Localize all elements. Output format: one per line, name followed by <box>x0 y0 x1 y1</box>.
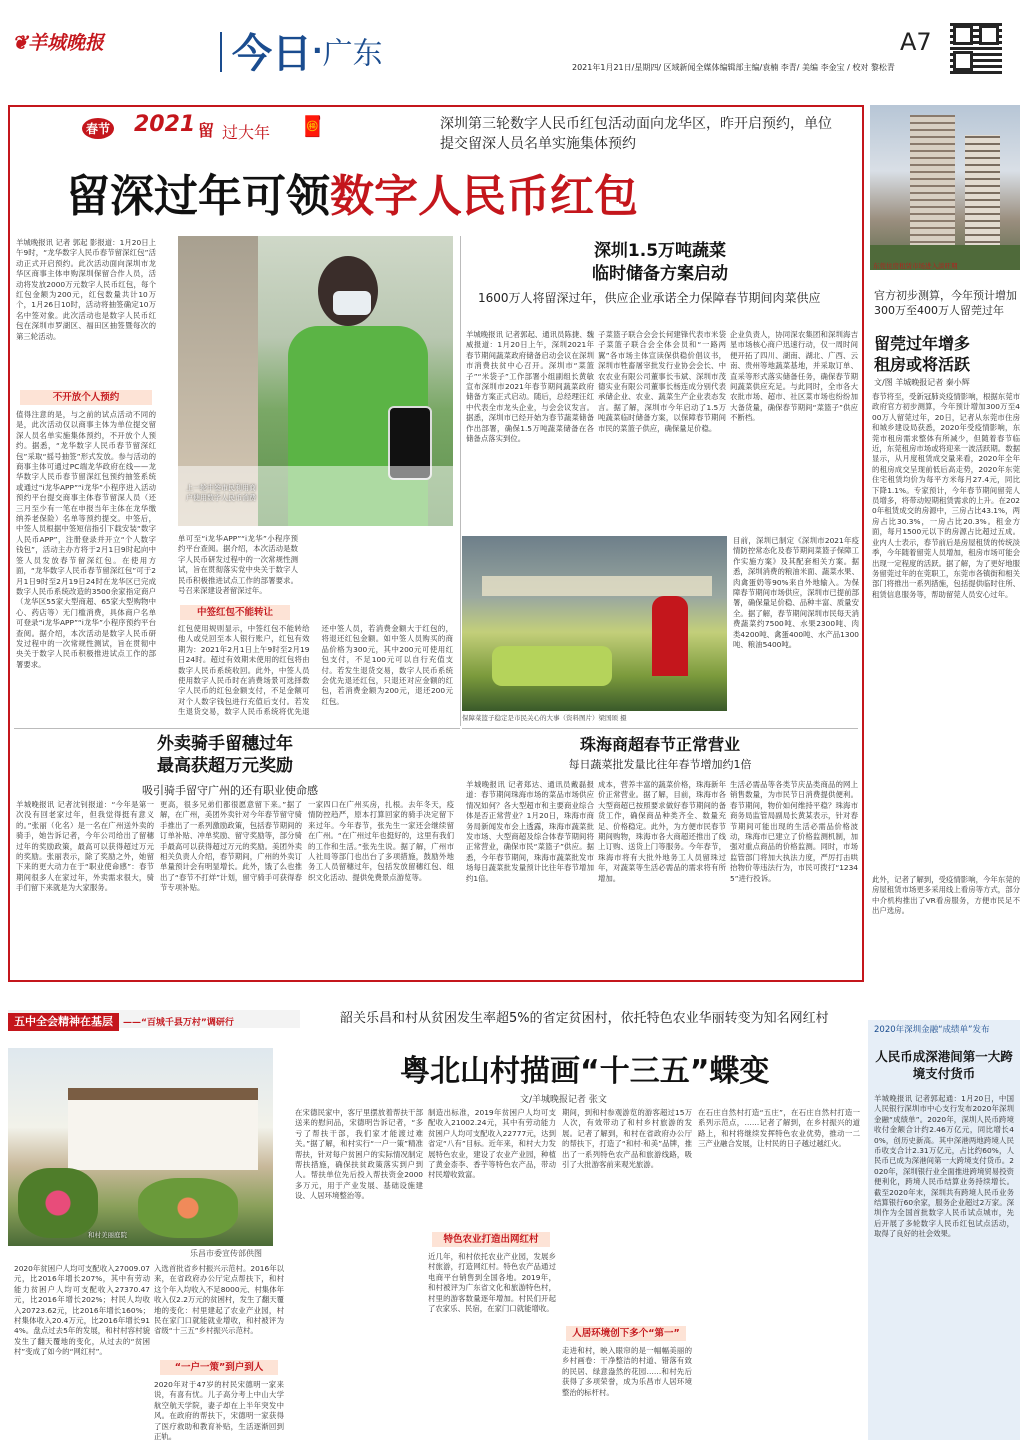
top-body-4: 红包使用规则显示，中签红包不能转给他人或兑回至本人银行账户，红包有效期为：2021年2月1日上午9时至2月19日24时。超过有效期未使用的红包将由数字人民币系统收回。此外，中签人员使用数字人民币时在消费场景可选择数字人民币的红包金额支付，不足金额可对个人数字钱包进行充值后支付。若发生退货交易，数字人民币系统将优先退还中签人员，若消费金额大于红包的，将退还红包金额。如中签人员购买的商品价格为300元，其中200元可使用红包支付，不足100元可以自行充值支付。若发生退货交易，数字人民币系统会优先退还红包，只退还对应金额的红包，若消费金额为200元，退还200元红包。 <box>178 624 453 717</box>
top-body-3: 单可至“i龙华APP”“i龙华”小程序预约平台查阅。据介绍，本次活动是数字人民币研发过程中的一次常规性测试，旨在贯彻落实党中央关于数字人民币积极推进试点工作的部署要求。号召来深建设者留深过年。 <box>178 534 298 596</box>
bottom-body-7: 期间，到和村参观游览的游客超过15万人次，有效带动了和村乡村旅游的发展。记者了解到，和村在省政府办公厅的帮扶下，打造了“和村·和美”品牌，推出了一系列特色农产品和旅游线路，吸引了大批游客前来观光旅游。 <box>562 1108 692 1170</box>
village-photo-caption-2: 乐昌市委宣传部供图 <box>190 1249 262 1258</box>
banner-left: 春节 <box>82 118 114 139</box>
banner-right: 留 <box>198 121 215 140</box>
riders-body-2: 更高，很多兄弟们都很愿意留下来。”据了解，在广州，美团外卖针对今年春节留守骑手推出了一系列激励政策，包括春节期间的订单补贴、冲单奖励、留守奖励等，部分骑手最高可以获得超过万元的奖励。美团外卖相关负责人介绍，春节期间，广州的外卖订单量预计会有明显增长。此外，饿了么也推出了“春节不打烊”计划，留守骑手可获得春节专项补贴。 <box>160 800 302 893</box>
finance-tag: 2020年深圳金融“成绩单”发布 <box>874 1025 990 1035</box>
date-line: 2021年1月21日/星期四/ 区域新闻全媒体编辑部主编/袁楠 李青/ 美编 李金宝 / 校对 黎松青 <box>572 63 895 72</box>
section-tag <box>8 1010 300 1028</box>
zhuhai-body-1: 羊城晚报讯 记者郑达、通讯员戴磊报道：春节期间珠海市场的菜品市场供应情况如何？各大型超市和主要商业综合体是否正常营业？1月20日，珠海市商务局新闻发布会上透露，珠海市蔬菜批发市场、大型商超及综合体春节期间将正常营业，确保市民“菜篮子”供应。据悉，今年春节期间，珠海市蔬菜批发市场每日蔬菜批发量预计比往年春节增加约1倍。 <box>466 780 594 883</box>
top-sub-2: 中签红包不能转让 <box>180 605 290 620</box>
top-sub-1: 不开放个人预约 <box>20 390 152 405</box>
top-headline <box>66 160 846 224</box>
rent-headline: 留莞过年增多 租房或将活跃 <box>874 334 971 374</box>
bottom-sub-1: “一户一策”到户到人 <box>160 1360 278 1375</box>
veg-body-2: 子菜篮子联合会会长何建锋代表市米袋子菜篮子联合会全体会员和“一路两翼”各市场主体宣读保供稳价倡议书，深圳市牲畜屠宰批发行业协会会长、中农农业有限公司董事长韦斌、深圳市茂德实业有限公司董事长杨连成分别代表承储企业、农业、蔬菜生产企业表态发言。据了解，深圳市今年启动了1.5万吨蔬菜临时储备方案，以保障春节期间市民的菜篮子供应，确保量足价稳。 <box>598 330 726 433</box>
top-headline-b: 数字人民币红包 <box>330 171 638 222</box>
qr-code <box>950 22 1002 74</box>
bottom-sub-2: 特色农业打造出网红村 <box>432 1232 550 1247</box>
masthead <box>0 0 1024 95</box>
logo-swirl-icon: ❦ <box>12 32 28 54</box>
finance-headline: 人民币成深港间第一大跨境支付货币 <box>875 1049 1013 1081</box>
rent-body: 春节将至，受新冠肺炎疫情影响，根据东莞市政府官方初步测算，今年预计增加300万至400万人留莞过年，20日，记者从东莞市住房和城乡建设局获悉，2020年受疫情影响，东莞市租房需求整体有所减少，但随着春节临近，东莞租房市场或将迎来一波活跃期。数据显示，从月度租赁成交量来看，2020年全年的租房成交呈现前低后高走势，2020年东莞住宅租赁均价为每平方米每月27.4元，同比下降1.1%。专家预计，今年春节期间留莞人员增多，将带动短期租赁需求的上升。在2020年租赁成交的房源中，三房占比43.1%，两房占比30.3%，一房占比20.3%。租金方面，每月1500元以下的房源占比超过五成。业内人士表示，春节前后是房屋租赁的传统淡季，今年随着留莞人员增加，租房市场可能会出现一定程度的活跃。据了解，为了更好地服务留莞过年的在莞职工，东莞市各镇街和相关部门将推出一系列措施，包括提供临时住所、租赁信息服务等，帮助留莞人员安心过年。 <box>872 392 1020 599</box>
masthead-rule <box>220 32 222 72</box>
banner-tail: 过大年 <box>222 123 271 142</box>
page-title-dot: · <box>312 34 323 67</box>
veg-body-3: 企业负责人，协同深农集团和深圳海吉星市场核心商户迅速行动，仅一周时间便开拓了四川、湖南、湖北、广西、云南、贵州等地蔬菜基地，并采取订单、直采等形式落实储备任务，确保春节期间蔬菜供应充足。与此同时，全市各大农批市场、超市、社区菜市场也纷纷加大备货量，确保春节期间“菜篮子”供应不断档。 <box>730 330 858 423</box>
veg-photo-caption: 保障菜篮子稳定是市民关心的大事（资料图片）梁国颂 摄 <box>462 714 627 722</box>
bottom-deck: 韶关乐昌和村从贫困发生率超5%的省定贫困村，依托特色农业华丽转变为知名网红村 <box>340 1011 829 1026</box>
section-tag-main: 五中全会精神在基层 <box>8 1013 119 1031</box>
bottom-body-3: 2020年对于47岁的村民宋德明一家来说，有喜有忧。儿子高分考上中山大学航空航天学院，妻子却在上半年突发中风。在政府的帮扶下，宋德明一家获得了医疗救助和教育补贴，生活逐渐回到正轨。 <box>154 1380 284 1442</box>
rent-deck: 官方初步测算，今年预计增加300万至400万人留莞过年 <box>874 289 1017 317</box>
top-body-2: 值得注意的是，与之前的试点活动不同的是，此次活动仅以商事主体为单位提交留深人员名单实施集体预约，不开放个人预约。据悉，“龙华数字人民币春节留深红包”采取“摇号抽签”形式发放。参与活动的商事主体可通过PC端龙华政府在线——龙华数字人民币春节留深红包预约抽签系统或通过“i龙华APP”“i龙华”小程序进入活动预约平台提交商事主体春节留深人员（还三月至少有一笔在申报当年主体在龙华缴纳养老保险）名单等预约提交。中签后，中签人员根据中签短信指引下载安装“数字人民币APP”，注册登录并开立“个人数字钱包”，活动主办方将于2月1日9时起向中签人员发放春节留深红包。在使用方面，“龙华数字人民币春节留深红包”可于2月1日9时至2月19日24时在龙华区已完成数字人民币系统改造的3500余家指定商户（龙华区55家大型商超、65家大型购物中心、药店等）无门槛消费，具体商户名单可登录“i龙华APP”“i龙华”小程序预约平台查阅。据介绍，本次活动是数字人民币研发过程中的一次常规性测试，旨在贯彻中央关于数字人民币积极推进试点工作的部署要求。 <box>16 410 156 669</box>
page-title-main: 今日 <box>232 31 312 77</box>
top-body-1: 羊城晚报讯 记者 郭起 影报道：1月20日上午9时，“龙华数字人民币春节留深红包”活动正式开启预约。此次活动面向深圳市龙华区商事主体申购深圳保留合作人员，活动将发放2000万元数字人民币红包，每个红包金额为200元，红包数量共计10万个，1月26日10时，活动将抽签确定10万名中签对象。此次活动也是数字人民币红包在深圳市罗湖区、福田区抽签暨每次的第三轮活动。 <box>16 238 156 341</box>
veg-headline: 深圳1.5万吨蔬菜 临时储备方案启动 <box>592 241 728 284</box>
divider <box>462 728 858 729</box>
village-photo-caption-1: 和村美丽庭院 <box>88 1231 127 1239</box>
rent-byline: 文/图 羊城晚报记者 秦小辉 <box>874 378 970 387</box>
bottom-body-9: 在石庄自然村打造“五庄”，在石庄自然村打造一系列示范点，……记者了解到，在乡村振兴的道路上，和村将继续发挥特色农业优势，推动一二三产业融合发展，让村民的日子越过越红火。 <box>698 1108 860 1149</box>
finance-body: 羊城晚报讯 记者郭起通：1月20日，中国人民银行深圳市中心支行发布2020年深圳金融“成绩单”。2020年，深圳人民币跨境收付金额合计约2.46万亿元，同比增长40%，创历史新高。其中深港两地跨境人民币收支合计2.31万亿元，占比约60%，人民币已成为深港间第一大跨境支付货币。2020年，深圳银行业全面推进跨境贸易投资便利化，跨境人民币结算业务持续增长。截至2020年末，深圳共有跨境人民币业务结算银行60余家，服务企业超过2万家。深圳作为全国首批数字人民币试点城市，先后开展了多轮数字人民币红包试点活动，取得了良好的社会效果。 <box>874 1094 1014 1239</box>
veg-body-1: 羊城晚报讯 记者郭起、通讯员陈捷、魏威报道：1月20日上午，深圳2021年春节期间蔬菜政府储备启动会议在深圳市消费扶贫中心召开。深圳市“菜篮子”“米袋子”工作部署小组副组长黄敏宣布深圳市2021年春节期间蔬菜政府储备方案正式启动。随后，总经理汪红中代表全市龙头企业，与会会议发言。据悉，深圳市已经开始为春节蔬菜储备作出部署，确保1.5万吨蔬菜储备在各储备点落实到位。 <box>466 330 594 444</box>
bottom-byline: 文/羊城晚报记者 张文 <box>520 1095 607 1105</box>
newspaper-logo: ❦羊城晚报 <box>12 32 104 54</box>
zhuhai-body-2: 成本，营养丰富的蔬菜价格，珠海新年价正常营业。据了解，目前，珠海市各大型商超已按照要求做好春节期间的备货工作，确保商品种类齐全、数量充足、价格稳定。此外，为方便市民春节期间购物，珠海市各大商超还推出了线上订购、送货上门等服务。今年春节，珠海市将有大批外地务工人员留珠过年，对蔬菜等生活必需品的需求将有所增加。 <box>598 780 726 883</box>
veg-deck: 1600万人将留深过年，供应企业承诺全力保障春节期间肉菜供应 <box>478 291 821 305</box>
divider <box>14 728 460 729</box>
bottom-body-1: 2020年贫困户人均可支配收入27009.07元，比2016年增长207%，其中有劳动能力贫困户人均可支配收入27370.47元，比2016年增长202%；村民人均收入20723.62元，比2016年增长160%；村集体收入20.4万元，比2016年增长914%。盘点过去5年的发展，和村村容村貌发生了翻天覆地的变化，从过去的“贫困村”变成了如今的“网红村”。 <box>14 1264 150 1357</box>
bottom-body-2: 入选首批省乡村振兴示范村。2016年以来，在省政府办公厅定点帮扶下，和村这个年入均收入不足8000元、村集体年收入仅2.2万元的贫困村，发生了翻天覆地的变化：村里建起了农业产业园，村民在家门口就能就业增收，和村被评为省级“十三五”乡村振兴示范村。 <box>154 1264 284 1336</box>
rent-photo <box>870 105 1020 270</box>
page-title-sub: 广东 <box>322 36 383 72</box>
page-number: A7 <box>900 28 932 56</box>
zhuhai-headline: 珠海商超春节正常营业 <box>579 735 740 754</box>
bottom-headline: 粤北山村描画“十三五”蝶变 <box>400 1054 770 1089</box>
bottom-sub-3: 人居环境创下多个“第一” <box>566 1326 686 1341</box>
riders-deck: 吸引骑手留守广州的还有职业使命感 <box>142 784 318 797</box>
bottom-body-6: 近几年，和村依托农业产业园，发展乡村旅游，打造网红村。特色农产品通过电商平台销售到全国各地。2019年，和村被评为广东省文化和旅游特色村，村里的游客数量逐年增加。村民们开起了农家乐、民宿，在家门口就能增收。 <box>428 1252 556 1314</box>
bottom-body-8: 走进和村，映入眼帘的是一幅幅美丽的乡村画卷：干净整洁的村道、错落有致的民居、绿意盎然的花园……和村先后获得了多项荣誉，成为乐昌市人居环境整治的标杆村。 <box>562 1346 692 1397</box>
banner-year: 2021 <box>134 112 196 137</box>
finance-sidebar <box>868 1020 1020 1440</box>
rent-note: 此外，记者了解到，受疫情影响，今年东莞的房屋租赁市场更多采用线上看房等方式，部分中介机构推出了VR看房服务，方便市民足不出户选房。 <box>872 875 1020 916</box>
riders-headline: 外卖骑手留穗过年 最高获超万元奖励 <box>157 734 293 776</box>
top-photo-caption: 上一轮中签市民利用商户使用数字人民币消费 <box>186 484 256 502</box>
veg-photo <box>462 536 727 711</box>
village-photo <box>8 1048 273 1246</box>
divider <box>460 236 461 726</box>
rent-photo-caption: 东莞住房租赁市场进入淡旺期 <box>873 262 958 270</box>
top-headline-a: 留深过年可领 <box>66 171 330 222</box>
riders-body-1: 羊城晚报讯 记者沈钊报道：“今年是第一次没有回老家过年，但我觉得挺有意义的。”张丽（化名）是一名在广州送外卖的骑手，她告诉记者，今年公司给出了留穗过年的奖励政策，最高可以获得超过万元的奖励。张丽表示，除了奖励之外，她留下来的更大动力在于“职业使命感”：春节期间很多人在家过年，外卖需求很大，骑手们留下来就是为大家服务。 <box>16 800 154 893</box>
zhuhai-body-3: 生活必需品等各类节庆品类商品的网上销售数量，为市民节日消费提供便利。春节期间，物价如何维持平稳？珠海市商务局监管局副局长黄某表示，针对春节期间可能出现的生活必需品价格波动，珠海市已建立了价格监测机制，加强对重点商品的价格监测。同时，市场监管部门将加大执法力度，严厉打击哄抬物价等违法行为，市民可拨打“12345”进行投诉。 <box>730 780 858 883</box>
bottom-body-5: 制造出标准，2019年贫困户人均可支配收入21002.24元，其中有劳动能力贫困户人均可支配收入22777元，达到省定“八有”目标。近年来，和村大力发展特色农业，建设了农业产业园，种植了黄金柰李、香芋等特色农产品，带动村民增收致富。 <box>428 1108 556 1180</box>
veg-body-4: 目前，深圳已制定《深圳市2021年疫情防控常态化及春节期间菜篮子保障工作实施方案》及其配套相关方案。据悉，深圳消费的粮油米面、蔬菜水果、肉禽蛋奶等90%来自外地输入。为保障春节期间市场供应，深圳市已提前部署，确保量足价稳、品种丰富、质量安全。据了解，春节期间深圳市民每天消费蔬菜约7500吨、水果2300吨、肉类4200吨、禽蛋400吨、水产品1300吨、粮油5400吨。 <box>733 536 859 650</box>
riders-body-3: 一家四口在广州买房，扎根。去年冬天，疫情防控趋严，原本打算回家的骑手决定留下来过年。今年春节，张先生一家还会继续留在广州。“在广州过年也挺好的，这里有我们的工作和生活。”张先生说。据了解，广州市人社局等部门也出台了多项措施，鼓励外地务工人员留穗过年，包括发放留穗红包、组织文化活动、提供免费景点游览等。 <box>308 800 454 882</box>
top-deck: 深圳第三轮数字人民币红包活动面向龙华区，昨开启预约，单位提交留深人员名单实施集体预约 <box>440 116 832 152</box>
section-tag-sub: ——“百城千县万村”调研行 <box>123 1018 234 1028</box>
bottom-body-4: 在宋德民家中，客厅里摆放着帮扶干部送来的慰问品，宋德明告诉记者，“多亏了帮扶干部，我们家才能渡过难关。”据了解，和村实行“一户一策”精准帮扶，针对每户贫困户的实际情况制定帮扶措施，确保扶贫政策落实到户到人。帮扶单位先后投入帮扶资金2000多万元，用于产业发展、基础设施建设、人居环境整治等。 <box>295 1108 423 1201</box>
holiday-banner <box>70 112 330 148</box>
page-title <box>232 22 383 82</box>
lantern-icon: 🧧 <box>300 114 325 138</box>
zhuhai-deck: 每日蔬菜批发量比往年春节增加约1倍 <box>568 758 752 771</box>
